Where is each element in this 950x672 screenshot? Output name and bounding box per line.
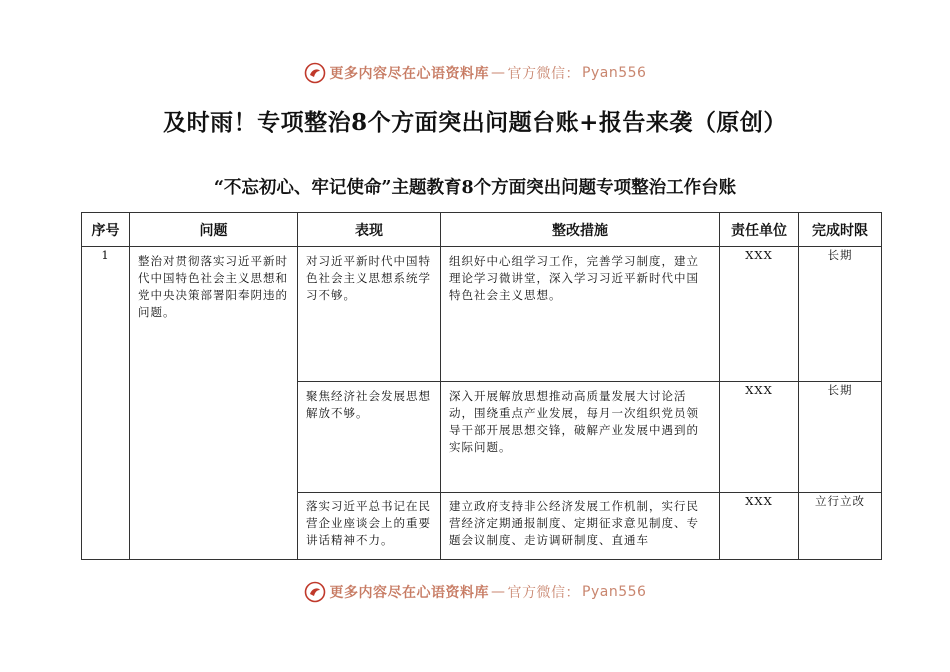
table-header-row <box>82 213 882 247</box>
watermark-wechat-id: Pyan556 <box>582 584 647 600</box>
cell-deadline: 长期 <box>799 382 882 493</box>
watermark-label: 官方微信： <box>507 66 581 82</box>
watermark-wechat-id: Pyan556 <box>582 65 647 81</box>
cell-manifestation <box>298 247 441 382</box>
brand-logo-icon <box>304 62 326 84</box>
measures-text: 建立政府支持非公经济发展工作机制，实行民营经济定期通报制度、定期征求意见制度、专题会议制度、走访调研制度、直通车 <box>449 499 699 547</box>
cell-manifestation <box>298 382 441 493</box>
cell-unit: XXX <box>720 247 799 382</box>
watermark-brand: 更多内容尽在心语资料库 <box>329 585 490 601</box>
cell-deadline: 立行立改 <box>799 493 882 560</box>
ledger-table <box>81 212 882 560</box>
page-title: 及时雨！专项整治8个方面突出问题台账+报告来袭（原创） <box>163 109 787 136</box>
watermark-brand: 更多内容尽在心语资料库 <box>329 66 490 82</box>
cell-deadline: 长期 <box>799 247 882 382</box>
cell-manifestation <box>298 493 441 560</box>
header-measures: 整改措施 <box>441 213 720 247</box>
cell-measures <box>441 382 720 493</box>
cell-unit: XXX <box>720 493 799 560</box>
header-manifestation: 表现 <box>298 213 441 247</box>
problem-text: 整治对贯彻落实习近平新时代中国特色社会主义思想和党中央决策部署阳奉阴违的问题。 <box>138 254 288 319</box>
header-deadline: 完成时限 <box>799 213 882 247</box>
brand-logo-icon <box>304 581 326 603</box>
watermark-separator: — <box>491 584 506 600</box>
watermark-top <box>0 62 950 84</box>
cell-problem <box>130 247 298 560</box>
manifestation-text: 对习近平新时代中国特色社会主义思想系统学习不够。 <box>306 254 431 302</box>
header-unit: 责任单位 <box>720 213 799 247</box>
cell-index: 1 <box>82 247 130 560</box>
watermark-bottom <box>0 581 950 603</box>
manifestation-text: 落实习近平总书记在民营企业座谈会上的重要讲话精神不力。 <box>306 499 431 547</box>
table-title: “不忘初心、牢记使命”主题教育8个方面突出问题专项整治工作台账 <box>213 178 737 198</box>
header-index: 序号 <box>82 213 130 247</box>
watermark-label: 官方微信： <box>507 585 581 601</box>
cell-unit: XXX <box>720 382 799 493</box>
header-problem: 问题 <box>130 213 298 247</box>
cell-measures <box>441 493 720 560</box>
manifestation-text: 聚焦经济社会发展思想解放不够。 <box>306 389 431 420</box>
measures-text: 组织好中心组学习工作，完善学习制度，建立理论学习微讲堂，深入学习习近平新时代中国特色社会主义思想。 <box>449 254 699 302</box>
measures-text: 深入开展解放思想推动高质量发展大讨论活动，围绕重点产业发展，每月一次组织党员领导干部开展思想交锋，破解产业发展中遇到的实际问题。 <box>449 389 699 454</box>
watermark-separator: — <box>491 65 506 81</box>
cell-measures <box>441 247 720 382</box>
table-row <box>82 247 882 382</box>
